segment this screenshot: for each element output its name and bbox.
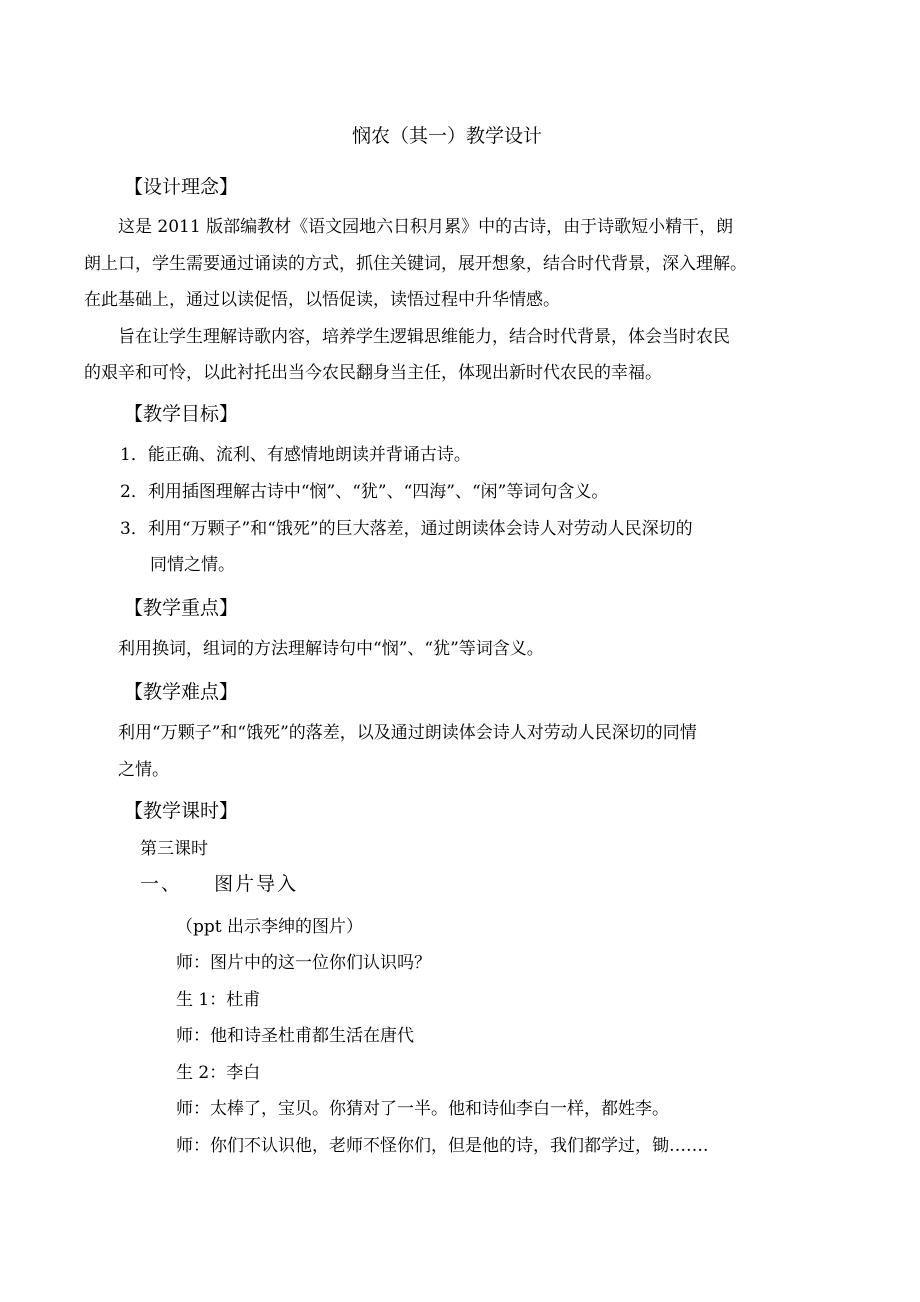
page-title: 悯农（其一）教学设计 (352, 125, 543, 147)
paragraph-line: 这是 2011 版部编教材《语文园地六日积月累》中的古诗，由于诗歌短小精干，朗 (118, 217, 734, 237)
dialogue-line: （ppt 出示李绅的图片） (176, 917, 363, 937)
part-heading-picture-intro: 一、 图片导入 (140, 873, 299, 895)
paragraph-line: 旨在让学生理解诗歌内容，培养学生逻辑思维能力，结合时代背景，体会当时农民 (118, 327, 730, 347)
section-heading-key-points: 【教学重点】 (124, 597, 239, 619)
section-heading-difficulties: 【教学难点】 (124, 681, 239, 703)
paragraph-line: 朗上口，学生需要通过诵读的方式，抓住关键词，展开想象，结合时代背景，深入理解。 (84, 254, 747, 274)
section-heading-hours: 【教学课时】 (124, 800, 239, 822)
difficulties-line: 之情。 (118, 760, 169, 780)
goal-item-1: 1．能正确、流利、有感情地朗读并背诵古诗。 (120, 445, 471, 465)
dialogue-line: 师：你们不认识他，老师不怪你们，但是他的诗，我们都学过，锄……. (176, 1136, 709, 1156)
dialogue-line: 师：太棒了，宝贝。你猜对了一半。他和诗仙李白一样，都姓李。 (176, 1099, 669, 1119)
paragraph-line: 的艰辛和可怜，以此衬托出当今农民翻身当主任，体现出新时代农民的幸福。 (84, 363, 662, 383)
dialogue-line: 师：他和诗圣杜甫都生活在唐代 (176, 1026, 414, 1046)
difficulties-line: 利用“万颗子”和“饿死”的落差，以及通过朗读体会诗人对劳动人民深切的同情 (118, 723, 697, 743)
section-heading-design-concept: 【设计理念】 (124, 176, 239, 198)
paragraph-line: 在此基础上，通过以读促悟，以悟促读，读悟过程中升华情感。 (84, 290, 560, 310)
dialogue-line: 生 1：杜甫 (176, 990, 261, 1010)
goal-item-2: 2．利用插图理解古诗中“悯”、“犹”、“四海”、“闲”等词句含义。 (120, 482, 609, 502)
goal-item-3: 3．利用“万颗子”和“饿死”的巨大落差，通过朗读体会诗人对劳动人民深切的 (120, 519, 693, 539)
section-heading-goals: 【教学目标】 (124, 403, 239, 425)
dialogue-line: 师：图片中的这一位你们认识吗？ (176, 953, 431, 973)
key-points-text: 利用换词，组词的方法理解诗句中“悯”、“犹”等词含义。 (118, 639, 544, 659)
goal-item-3-continued: 同情之情。 (150, 555, 235, 575)
hours-text: 第三课时 (140, 839, 208, 859)
dialogue-line: 生 2：李白 (176, 1063, 261, 1083)
